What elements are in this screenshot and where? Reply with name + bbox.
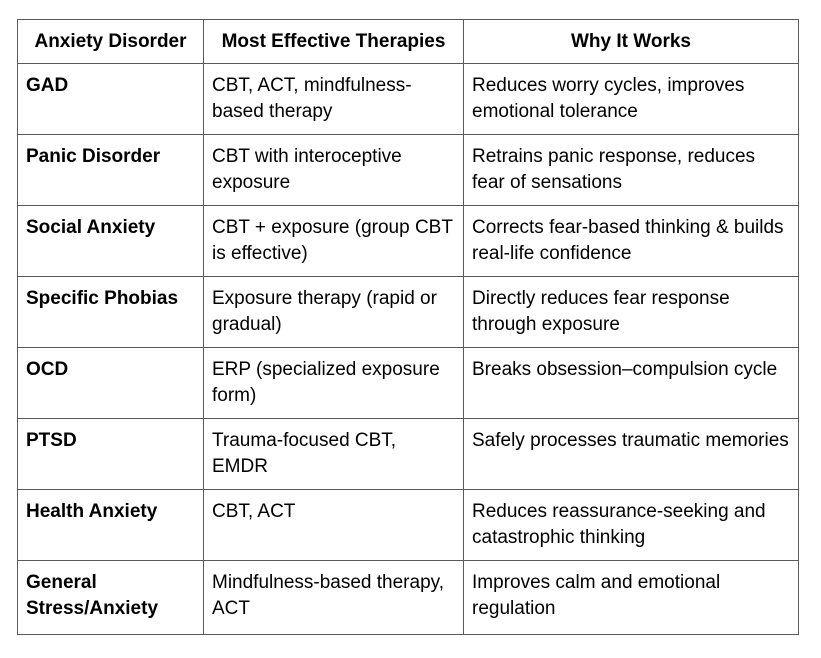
disorder-cell: General Stress/Anxiety <box>18 561 204 635</box>
therapies-cell: Exposure therapy (rapid or gradual) <box>204 277 464 348</box>
disorder-cell: Panic Disorder <box>18 135 204 206</box>
table-row <box>18 561 799 635</box>
therapies-cell: ERP (specialized exposure form) <box>204 348 464 419</box>
disorder-cell: Specific Phobias <box>18 277 204 348</box>
header-anxiety-disorder: Anxiety Disorder <box>18 20 204 64</box>
anxiety-therapies-table <box>17 19 799 635</box>
disorder-cell: PTSD <box>18 419 204 490</box>
therapies-cell: CBT + exposure (group CBT is effective) <box>204 206 464 277</box>
therapies-cell: CBT, ACT, mindfulness-based therapy <box>204 64 464 135</box>
table-row <box>18 206 799 277</box>
table-row <box>18 277 799 348</box>
table-row <box>18 64 799 135</box>
why-cell: Corrects fear-based thinking & builds real-life confidence <box>464 206 799 277</box>
disorder-cell: OCD <box>18 348 204 419</box>
table-header-row <box>18 20 799 64</box>
table-row <box>18 419 799 490</box>
why-cell: Reduces reassurance-seeking and catastrophic thinking <box>464 490 799 561</box>
why-cell: Directly reduces fear response through exposure <box>464 277 799 348</box>
therapies-cell: CBT, ACT <box>204 490 464 561</box>
table-row <box>18 135 799 206</box>
table-row <box>18 490 799 561</box>
disorder-cell: GAD <box>18 64 204 135</box>
why-cell: Safely processes traumatic memories <box>464 419 799 490</box>
disorder-cell: Social Anxiety <box>18 206 204 277</box>
therapies-cell: CBT with interoceptive exposure <box>204 135 464 206</box>
why-cell: Improves calm and emotional regulation <box>464 561 799 635</box>
why-cell: Reduces worry cycles, improves emotional tolerance <box>464 64 799 135</box>
header-why-it-works: Why It Works <box>464 20 799 64</box>
why-cell: Breaks obsession–compulsion cycle <box>464 348 799 419</box>
therapies-cell: Trauma-focused CBT, EMDR <box>204 419 464 490</box>
therapies-cell: Mindfulness-based therapy, ACT <box>204 561 464 635</box>
disorder-cell: Health Anxiety <box>18 490 204 561</box>
header-most-effective-therapies: Most Effective Therapies <box>204 20 464 64</box>
why-cell: Retrains panic response, reduces fear of sensations <box>464 135 799 206</box>
table-row <box>18 348 799 419</box>
